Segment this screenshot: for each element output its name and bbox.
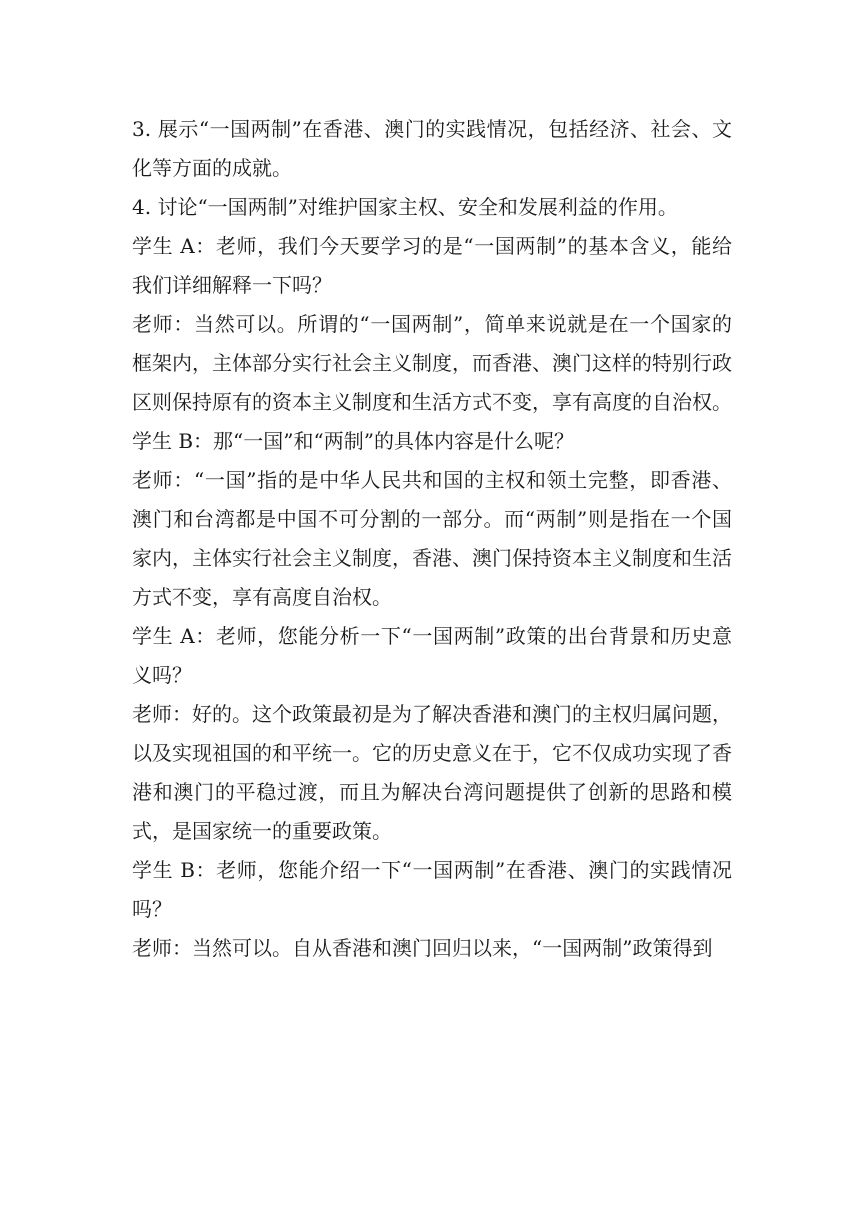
dialogue-teacher-3: 老师：好的。这个政策最初是为了解决香港和澳门的主权归属问题，以及实现祖国的和平统一。它的历史意义在于，它不仅成功实现了香港和澳门的平稳过渡，而且为解决台湾问题提供了创新的思路和模式，是国家统一的重要政策。 xyxy=(132,702,732,843)
dialogue-teacher-1: 老师：当然可以。所谓的“一国两制”，简单来说就是在一个国家的框架内，主体部分实行社会主义制度，而香港、澳门这样的特别行政区则保持原有的资本主义制度和生活方式不变，享有高度的自治权。 xyxy=(132,312,732,414)
dialogue-teacher-2: 老师：“一国”指的是中华人民共和国的主权和领土完整，即香港、澳门和台湾都是中国不可分割的一部分。而“两制”则是指在一个国家内，主体实行社会主义制度，香港、澳门保持资本主义制度和生活方式不变，享有高度自治权。 xyxy=(132,468,732,609)
list-item-3: 3. 展示“一国两制”在香港、澳门的实践情况，包括经济、社会、文化等方面的成就。 xyxy=(132,117,732,180)
dialogue-student-a-2: 学生 A：老师，您能分析一下“一国两制”政策的出台背景和历史意义吗？ xyxy=(132,624,732,687)
list-item-4: 4. 讨论“一国两制”对维护国家主权、安全和发展利益的作用。 xyxy=(132,195,678,219)
document-body xyxy=(132,110,732,968)
dialogue-student-a-1: 学生 A：老师，我们今天要学习的是“一国两制”的基本含义，能给我们详细解释一下吗？ xyxy=(132,234,732,297)
dialogue-student-b-1: 学生 B：那“一国”和“两制”的具体内容是什么呢？ xyxy=(132,429,574,453)
dialogue-teacher-4: 老师：当然可以。自从香港和澳门回归以来，“一国两制”政策得到 xyxy=(132,936,713,960)
dialogue-student-b-2: 学生 B：老师，您能介绍一下“一国两制”在香港、澳门的实践情况吗？ xyxy=(132,858,732,921)
